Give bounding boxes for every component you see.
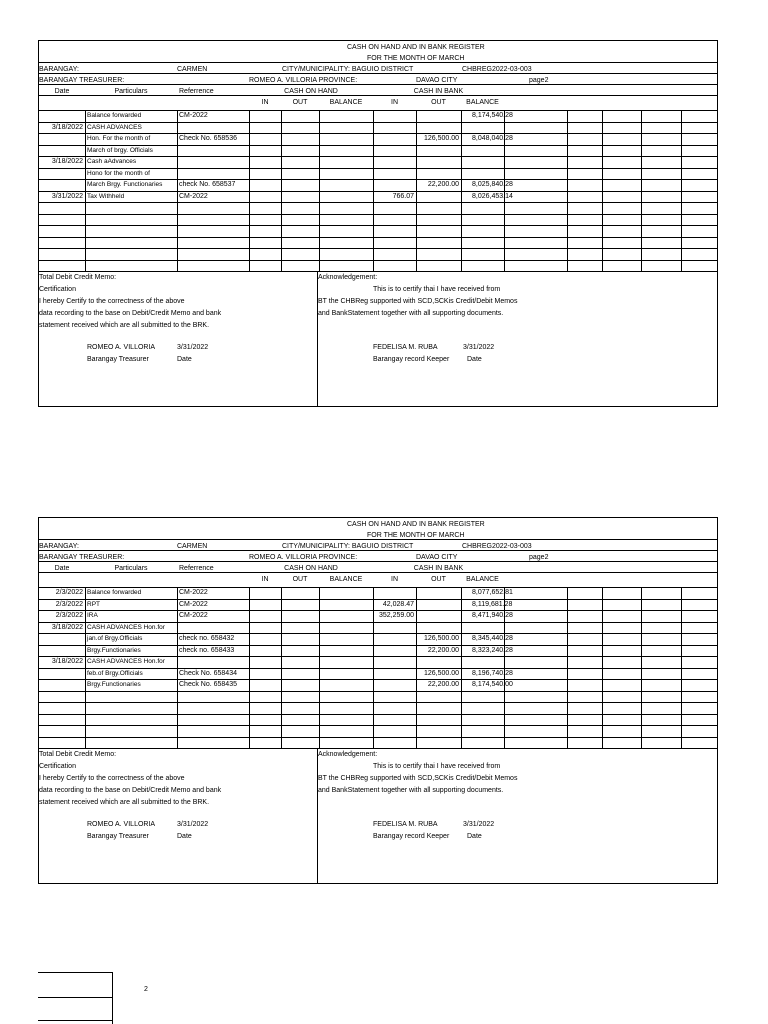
row-particulars: RPT xyxy=(87,600,100,608)
register-1 xyxy=(38,40,718,407)
divider xyxy=(39,725,717,726)
header-cash-on-hand: CASH ON HAND xyxy=(284,565,338,572)
row-bank-out: 126,500.00 xyxy=(423,635,459,642)
treasurer-signature-role: Barangay Treasurer xyxy=(87,833,149,840)
barangay-name: CARMEN xyxy=(177,543,208,550)
divider xyxy=(39,702,717,703)
divider xyxy=(39,62,717,63)
row-bank-out: 126,500.00 xyxy=(423,135,459,142)
row-bank-in: 42,028.47 xyxy=(382,600,414,608)
row-bank-balance: 8,323,240.28 xyxy=(472,646,513,654)
divider xyxy=(319,110,320,271)
row-particulars: Tax Withheld xyxy=(87,192,125,200)
certification-line-2: data recording to the base on Debit/Credit Memo and bank xyxy=(39,787,222,794)
province-name: DAVAO CITY xyxy=(416,554,458,561)
row-bank-balance: 8,345,440.28 xyxy=(472,635,513,642)
header-balance: BALANCE xyxy=(329,576,363,583)
divider xyxy=(177,110,178,271)
city-label: CITY/MUNICIPALITY: BAGUIO DISTRICT xyxy=(282,66,414,73)
divider xyxy=(641,110,642,271)
page-label: page2 xyxy=(529,554,549,561)
register-code: CHBREG2022-03-003 xyxy=(462,543,532,550)
treasurer-date-label: Date xyxy=(177,356,192,363)
register-month: FOR THE MONTH OF MARCH xyxy=(367,532,465,539)
row-particulars: CASH ADVANCES Hon.for xyxy=(87,658,165,665)
divider xyxy=(39,237,717,238)
divider xyxy=(249,587,250,748)
row-particulars: March of brgy. Officials xyxy=(87,146,153,154)
divider xyxy=(39,561,717,562)
treasurer-signature-date: 3/31/2022 xyxy=(177,821,209,828)
page-label: page2 xyxy=(529,77,549,84)
treasurer-signature-name: ROMEO A. VILLORIA xyxy=(87,821,156,828)
divider xyxy=(39,214,717,215)
row-particulars: Hon. For the month of xyxy=(87,135,151,142)
row-particulars: March Brgy. Functionaries xyxy=(87,181,163,188)
acknowledgement-line-3: and BankStatement together with all supporting documents. xyxy=(318,310,504,317)
treasurer-province: ROMEO A. VILLORIA PROVINCE: xyxy=(249,77,358,84)
row-particulars: IRA xyxy=(87,612,98,619)
province-name: DAVAO CITY xyxy=(416,77,458,84)
row-reference: CM-2022 xyxy=(179,600,208,608)
certification-title: Certification xyxy=(39,763,76,770)
register-title: CASH ON HAND AND IN BANK REGISTER xyxy=(347,44,485,51)
row-bank-balance: 8,026,453.14 xyxy=(472,192,513,200)
divider xyxy=(177,587,178,748)
treasurer-signature-date: 3/31/2022 xyxy=(177,344,209,351)
header-reference: Referrence xyxy=(179,88,214,95)
keeper-signature-date: 3/31/2022 xyxy=(463,344,495,351)
row-reference: check no. 658433 xyxy=(179,646,235,654)
certification-line-3: statement received which are all submitted to the BRK. xyxy=(39,799,210,806)
divider xyxy=(281,587,282,748)
header-cash-in-bank: CASH IN BANK xyxy=(413,565,464,572)
divider xyxy=(39,73,717,74)
row-bank-balance: 8,119,681.28 xyxy=(472,600,513,608)
page-number-box xyxy=(38,972,112,1024)
row-bank-balance: 8,196,740.28 xyxy=(472,669,513,677)
row-reference: Check No. 658434 xyxy=(179,669,237,677)
row-date: 3/31/2022 xyxy=(51,192,83,200)
header-particulars: Particulars xyxy=(114,88,148,95)
divider xyxy=(39,539,717,540)
barangay-label: BARANGAY: xyxy=(39,66,79,73)
row-reference: CM-2022 xyxy=(179,192,208,200)
divider xyxy=(602,587,603,748)
keeper-date-label: Date xyxy=(467,356,482,363)
header-reference: Referrence xyxy=(179,565,214,572)
treasurer-signature-role: Barangay Treasurer xyxy=(87,356,149,363)
divider xyxy=(39,202,717,203)
divider xyxy=(39,271,717,272)
row-particulars: jan.of Brgy.Officials xyxy=(87,635,143,642)
header-out: OUT xyxy=(292,576,308,583)
certification-title: Certification xyxy=(39,286,76,293)
row-particulars: Brgy.Functionaries xyxy=(87,646,141,654)
divider xyxy=(85,587,86,748)
barangay-label: BARANGAY: xyxy=(39,543,79,550)
header-date: Date xyxy=(54,565,70,572)
row-date: 2/3/2022 xyxy=(55,600,83,608)
header-cash-on-hand: CASH ON HAND xyxy=(284,88,338,95)
header-cash-in-bank: CASH IN BANK xyxy=(413,88,464,95)
divider xyxy=(281,110,282,271)
keeper-signature-date: 3/31/2022 xyxy=(463,821,495,828)
header-bank-balance: BALANCE xyxy=(466,99,499,106)
divider xyxy=(681,110,682,271)
divider xyxy=(681,587,682,748)
row-date: 3/18/2022 xyxy=(51,658,83,665)
divider xyxy=(249,110,250,271)
divider xyxy=(39,691,717,692)
certification-line-2: data recording to the base on Debit/Credit Memo and bank xyxy=(39,310,222,317)
row-particulars: Brgy.Functionaries xyxy=(87,681,141,688)
treasurer-signature-name: ROMEO A. VILLORIA xyxy=(87,344,156,351)
divider xyxy=(39,156,717,157)
divider xyxy=(39,748,717,749)
row-bank-out: 126,500.00 xyxy=(423,669,459,677)
certification-line-1: I hereby Certify to the correctness of the above xyxy=(39,298,185,305)
divider xyxy=(373,110,374,271)
row-bank-in: 352,259.00 xyxy=(378,612,414,619)
certification-line-1: I hereby Certify to the correctness of the above xyxy=(39,775,185,782)
row-bank-balance: 8,048,040.28 xyxy=(472,135,513,142)
row-bank-out: 22,200.00 xyxy=(427,646,459,654)
row-bank-balance: 8,025,840.28 xyxy=(472,181,513,188)
acknowledgement-line-1: This is to certify thai I have received from xyxy=(373,286,501,293)
row-reference: CM-2022 xyxy=(179,112,208,119)
acknowledgement-title: Acknowledgement: xyxy=(318,274,378,281)
divider xyxy=(461,110,462,271)
row-particulars: Balance forwarded xyxy=(87,589,142,596)
keeper-signature-role: Barangay record Keeper xyxy=(373,356,450,363)
row-particulars: feb.of Brgy.Officials xyxy=(87,669,143,677)
divider xyxy=(416,587,417,748)
keeper-signature-name: FEDELISA M. RUBA xyxy=(373,344,438,351)
keeper-signature-name: FEDELISA M. RUBA xyxy=(373,821,438,828)
row-particulars: Hono for the month of xyxy=(87,169,150,177)
header-in: IN xyxy=(261,576,269,583)
row-reference: CM-2022 xyxy=(179,612,208,619)
divider xyxy=(39,550,717,551)
treasurer-date-label: Date xyxy=(177,833,192,840)
row-particulars: CASH ADVANCES xyxy=(87,123,142,131)
header-bank-in: IN xyxy=(391,99,398,106)
row-bank-out: 22,200.00 xyxy=(427,681,459,688)
register-month: FOR THE MONTH OF MARCH xyxy=(367,55,465,62)
header-in: IN xyxy=(261,99,269,106)
divider xyxy=(319,587,320,748)
row-date: 2/3/2022 xyxy=(55,589,83,596)
total-memo-label: Total Debit Credit Memo: xyxy=(39,751,117,758)
row-date: 3/18/2022 xyxy=(51,158,83,165)
divider xyxy=(39,260,717,261)
row-bank-out: 22,200.00 xyxy=(427,181,459,188)
treasurer-label: BARANGAY TREASURER: xyxy=(39,554,125,561)
row-bank-balance: 8,077,652.81 xyxy=(472,589,513,596)
divider xyxy=(39,84,717,85)
row-reference: Check No. 658435 xyxy=(179,681,237,688)
row-bank-balance: 8,174,540.00 xyxy=(472,681,513,688)
acknowledgement-line-1: This is to certify thai I have received from xyxy=(373,763,501,770)
divider xyxy=(39,248,717,249)
row-bank-balance: 8,174,540.28 xyxy=(472,112,513,119)
header-balance: BALANCE xyxy=(329,99,363,106)
city-label: CITY/MUNICIPALITY: BAGUIO DISTRICT xyxy=(282,543,414,550)
certification-line-3: statement received which are all submitted to the BRK. xyxy=(39,322,210,329)
divider xyxy=(567,587,568,748)
treasurer-province: ROMEO A. VILLORIA PROVINCE: xyxy=(249,554,358,561)
divider xyxy=(641,587,642,748)
divider xyxy=(39,714,717,715)
row-particulars: Cash aAdvances xyxy=(87,158,137,165)
acknowledgement-line-2: BT the CHBReg supported with SCD,SCKis Credit/Debit Memos xyxy=(318,298,518,305)
divider xyxy=(38,997,112,998)
keeper-signature-role: Barangay record Keeper xyxy=(373,833,450,840)
row-reference: check no. 658432 xyxy=(179,635,235,642)
row-reference: CM-2022 xyxy=(179,589,208,596)
row-reference: Check No. 658536 xyxy=(179,135,237,142)
divider xyxy=(39,225,717,226)
acknowledgement-line-2: BT the CHBReg supported with SCD,SCKis Credit/Debit Memos xyxy=(318,775,518,782)
row-reference: check No. 658537 xyxy=(179,181,236,188)
acknowledgement-title: Acknowledgement: xyxy=(318,751,378,758)
header-particulars: Particulars xyxy=(114,565,148,572)
page-number: 2 xyxy=(144,986,148,993)
header-bank-out: OUT xyxy=(431,576,446,583)
register-2 xyxy=(38,517,718,884)
treasurer-label: BARANGAY TREASURER: xyxy=(39,77,125,84)
header-bank-out: OUT xyxy=(431,99,446,106)
header-bank-in: IN xyxy=(391,576,398,583)
barangay-name: CARMEN xyxy=(177,66,208,73)
divider xyxy=(567,110,568,271)
divider xyxy=(112,972,113,1024)
row-bank-balance: 8,471,940.28 xyxy=(472,612,513,619)
divider xyxy=(38,972,112,973)
acknowledgement-line-3: and BankStatement together with all supporting documents. xyxy=(318,787,504,794)
header-bank-balance: BALANCE xyxy=(466,576,499,583)
divider xyxy=(461,587,462,748)
row-bank-in: 766.07 xyxy=(392,192,414,200)
divider xyxy=(317,748,318,883)
divider xyxy=(39,737,717,738)
header-date: Date xyxy=(54,88,70,95)
register-title: CASH ON HAND AND IN BANK REGISTER xyxy=(347,521,485,528)
divider xyxy=(38,1020,112,1021)
total-memo-label: Total Debit Credit Memo: xyxy=(39,274,117,281)
row-particulars: CASH ADVANCES Hon.for xyxy=(87,623,165,631)
register-code: CHBREG2022-03-003 xyxy=(462,66,532,73)
divider xyxy=(602,110,603,271)
row-particulars: Balance forwarded xyxy=(87,112,142,119)
row-date: 2/3/2022 xyxy=(55,612,83,619)
divider xyxy=(39,95,717,96)
row-date: 3/18/2022 xyxy=(51,123,83,131)
divider xyxy=(85,110,86,271)
header-out: OUT xyxy=(292,99,308,106)
keeper-date-label: Date xyxy=(467,833,482,840)
row-date: 3/18/2022 xyxy=(51,623,83,631)
divider xyxy=(39,572,717,573)
divider xyxy=(317,271,318,406)
